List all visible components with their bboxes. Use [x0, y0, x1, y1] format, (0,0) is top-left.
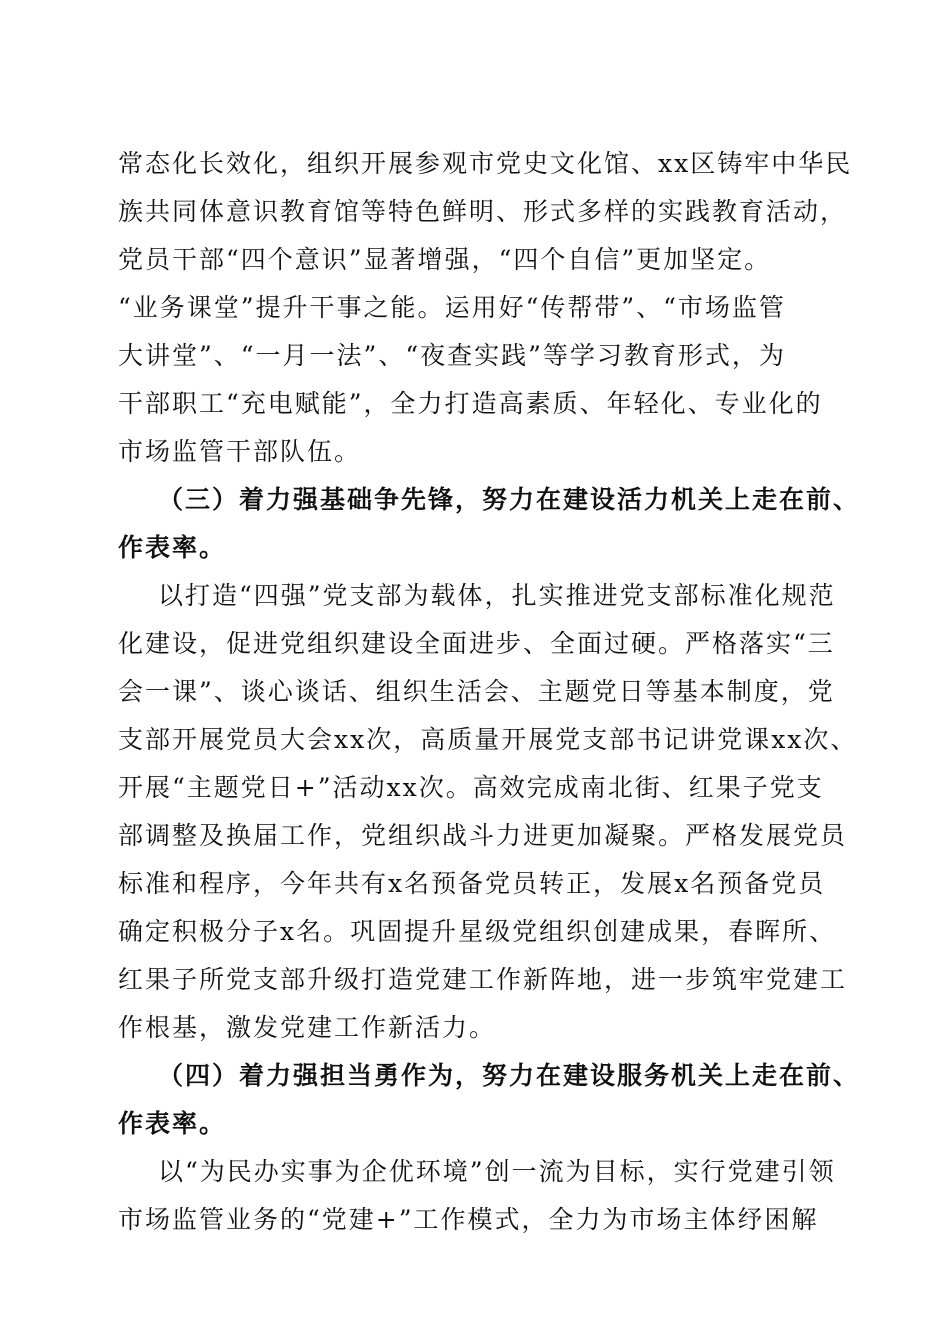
body-text-line: 市场监管干部队伍。 — [118, 437, 362, 466]
body-text-line: 族共同体意识教育馆等特色鲜明、形式多样的实践教育活动， — [118, 197, 848, 226]
body-text-line: “业务课堂”提升干事之能。运用好“传帮带”、“市场监管 — [118, 293, 786, 322]
body-text-line: 支部开展党员大会xx次，高质量开展党支部书记讲党课xx次、 — [118, 725, 858, 754]
section-heading-3: （三）着力强基础争先锋，努力在建设活力机关上走在前、 — [158, 485, 861, 514]
body-text-line: 市场监管业务的“党建+”工作模式，全力为市场主体纾困解 — [118, 1205, 819, 1234]
body-text-line: 会一课”、谈心谈话、组织生活会、主题党日等基本制度，党 — [118, 677, 835, 706]
body-text-line: 确定积极分子x名。巩固提升星级党组织创建成果，春晖所、 — [118, 917, 837, 946]
body-text-line: 干部职工“充电赋能”，全力打造高素质、年轻化、专业化的 — [118, 389, 823, 418]
body-text-line: 以“为民办实事为企优环境”创一流为目标，实行党建引领 — [158, 1157, 836, 1186]
section-heading-4: （四）着力强担当勇作为，努力在建设服务机关上走在前、 — [158, 1061, 861, 1090]
section-heading-4-continued: 作表率。 — [118, 1109, 227, 1138]
body-text-line: 开展“主题党日+”活动xx次。高效完成南北街、红果子党支 — [118, 773, 824, 802]
body-text-line: 标准和程序，今年共有x名预备党员转正，发展x名预备党员 — [118, 869, 826, 898]
body-text-line: 常态化长效化，组织开展参观市党史文化馆、xx区铸牢中华民 — [118, 149, 853, 178]
body-text-line: 作根基，激发党建工作新活力。 — [118, 1013, 497, 1042]
body-text-line: 以打造“四强”党支部为载体，扎实推进党支部标准化规范 — [158, 581, 836, 610]
body-text-line: 党员干部“四个意识”显著增强，“四个自信”更加坚定。 — [118, 245, 772, 274]
body-text-line: 化建设，促进党组织建设全面进步、全面过硬。严格落实“三 — [118, 629, 835, 658]
body-text-line: 部调整及换届工作，党组织战斗力进更加凝聚。严格发展党员 — [118, 821, 848, 850]
body-text-line: 红果子所党支部升级打造党建工作新阵地，进一步筑牢党建工 — [118, 965, 848, 994]
document-body — [118, 140, 861, 1244]
body-text-line: 大讲堂”、“一月一法”、“夜查实践”等学习教育形式，为 — [118, 341, 786, 370]
section-heading-3-continued: 作表率。 — [118, 533, 227, 562]
